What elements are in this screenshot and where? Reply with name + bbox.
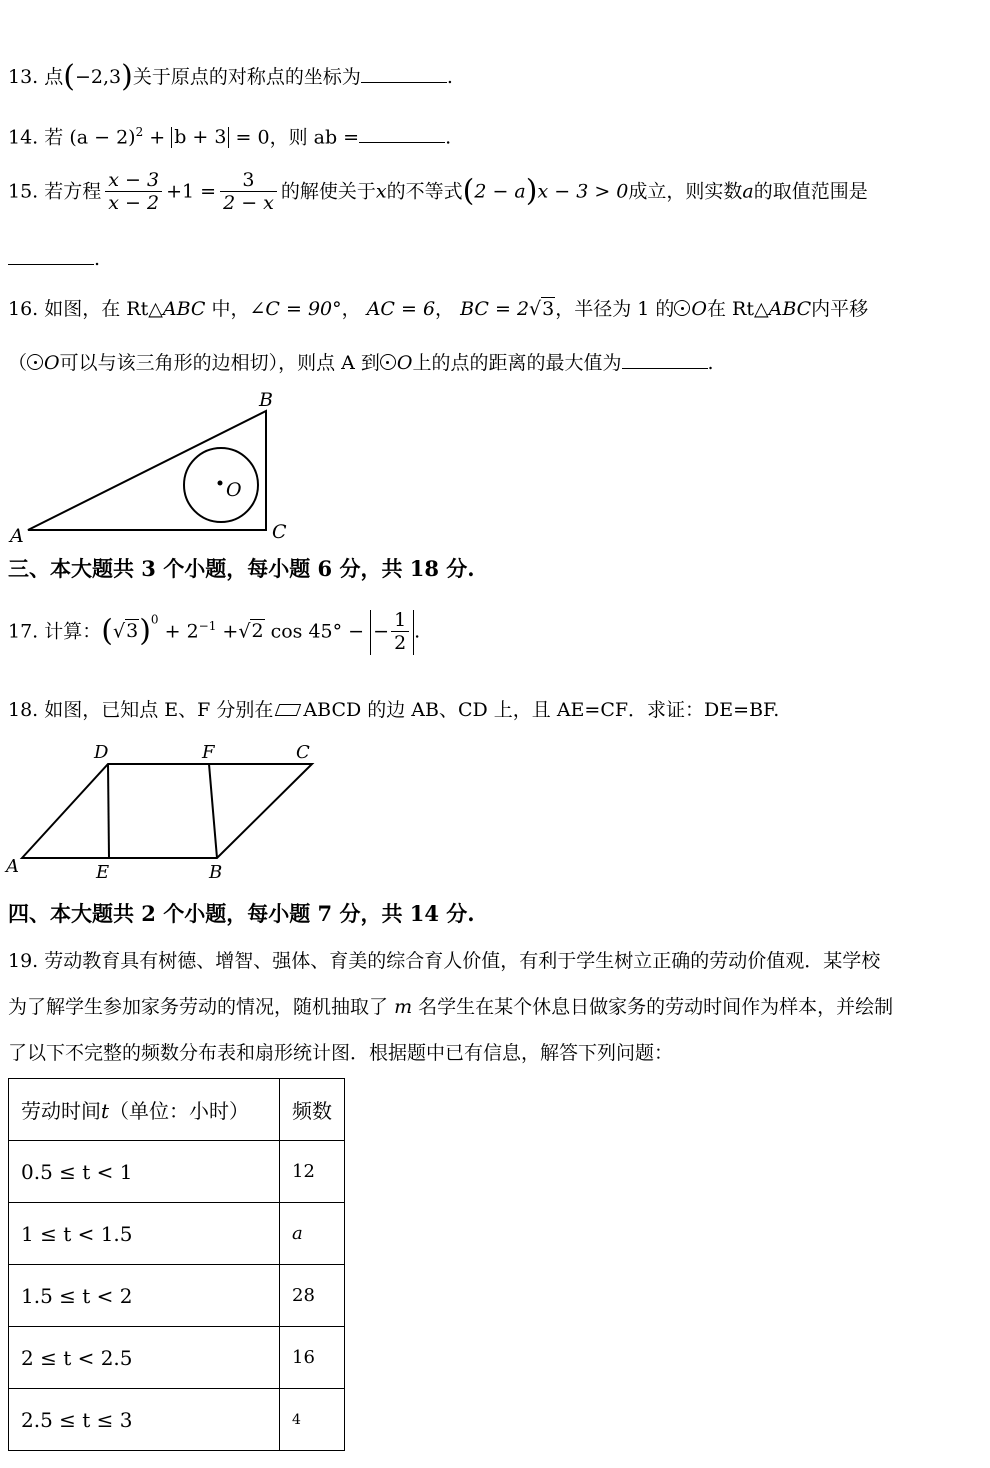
fraction: $\frac{x - 3}{x - 2}$ (105, 170, 162, 215)
section-heading-4: 四、本大题共 2 个小题，每小题 7 分，共 14 分. (8, 901, 475, 926)
parallelogram-icon (275, 704, 301, 716)
frequency-value: a (280, 1203, 345, 1265)
time-range: 0.5 ≤ t < 1 (9, 1141, 280, 1203)
label-c: C (296, 742, 310, 763)
question-17: 17. 计算：$(√3)^0 + 2^{-1} +√2$ cos 45° − − $\frac{1}{2}$ . (8, 609, 421, 654)
absolute-value: b + 3 (171, 127, 229, 148)
answer-blank (361, 80, 447, 83)
question-number: 18. (8, 699, 39, 721)
question-16-line1: 16. 如图，在 Rt△ABC 中，∠C = 90°， AC = 6， BC = 2√3，半径为 1 的 O在 Rt△ABC内平移 (8, 298, 869, 320)
fraction: $\frac{1}{2}$ (391, 610, 409, 655)
label-d: D (94, 742, 109, 763)
absolute-value: − $\frac{1}{2}$ (370, 610, 414, 655)
circle-dot-icon (380, 354, 396, 370)
frequency-table (8, 1078, 345, 1451)
question-number: 16. (8, 298, 39, 320)
segment-bf (209, 764, 217, 858)
triangle-figure (0, 385, 320, 550)
label-f: F (202, 742, 215, 763)
question-number: 15. (8, 180, 39, 203)
header-frequency: 频数 (280, 1079, 345, 1141)
center-point (218, 481, 223, 486)
time-range: 2 ≤ t < 2.5 (9, 1327, 280, 1389)
section-heading-3: 三、本大题共 3 个小题，每小题 6 分，共 18 分. (8, 556, 475, 581)
time-range: 1.5 ≤ t < 2 (9, 1265, 280, 1327)
label-e: E (96, 862, 110, 883)
expression: (a − 2) (69, 126, 136, 149)
question-15-blank: . (8, 250, 100, 269)
time-range: 2.5 ≤ t ≤ 3 (9, 1389, 280, 1451)
question-18: 18. 如图，已知点 E、F 分别在 ABCD 的边 AB、CD 上，且 AE=CF．求证：DE=BF. (8, 699, 780, 721)
label-o: O (226, 479, 242, 501)
triangle-abc (28, 411, 266, 530)
answer-blank (622, 366, 708, 369)
table-row (9, 1389, 345, 1451)
answer-blank (8, 262, 94, 265)
frequency-value: 12 (280, 1141, 345, 1203)
label-c: C (272, 521, 287, 543)
parallelogram-figure (0, 738, 320, 883)
label-a: A (10, 525, 24, 547)
time-range: 1 ≤ t < 1.5 (9, 1203, 280, 1265)
frequency-value: 4 (280, 1389, 345, 1451)
coordinate: −2,3 (75, 66, 122, 88)
question-14: 14. 若 $(a - 2)^2 + b + 3 = 0$，则 ab = . (8, 125, 452, 149)
circle-dot-icon (27, 354, 43, 370)
question-13: 13. 点(−2,3)关于原点的对称点的坐标为 . (8, 59, 453, 94)
question-number: 17. (8, 620, 39, 643)
question-number: 19. (8, 950, 39, 972)
question-15: 15. 若方程 $\frac{x - 3}{x - 2}$ +1 = $\frac{3}{2 - x}$ 的解使关于x的不等式(2 − a)x − 3 > 0成立，则实数a的取值范围是 (8, 169, 868, 214)
table-header-row (9, 1079, 345, 1141)
question-number: 13. (8, 66, 39, 88)
question-19-line2: 为了解学生参加家务劳动的情况，随机抽取了 m 名学生在某个休息日做家务的劳动时间作为样本，并绘制 (8, 996, 894, 1018)
text: 关于原点的对称点的坐标为 (132, 66, 361, 88)
text: 点 (44, 66, 64, 88)
fraction: $\frac{3}{2 - x}$ (220, 170, 277, 215)
table-row (9, 1327, 345, 1389)
question-number: 14. (8, 126, 39, 149)
question-16-line2: （ O可以与该三角形的边相切），则点 A 到 O上的点的距离的最大值为 . (8, 352, 714, 374)
circle-dot-icon (674, 300, 690, 316)
label-b: B (259, 389, 273, 411)
table-row (9, 1265, 345, 1327)
segment-de (108, 764, 109, 858)
parallelogram-abcd (22, 764, 312, 858)
frequency-value: 16 (280, 1327, 345, 1389)
frequency-value: 28 (280, 1265, 345, 1327)
table-row (9, 1141, 345, 1203)
question-19-line1: 19. 劳动教育具有树德、增智、强体、育美的综合育人价值，有利于学生树立正确的劳动价值观．某学校 (8, 950, 881, 972)
label-a: A (6, 856, 19, 877)
header-time: 劳动时间t（单位：小时） (9, 1079, 280, 1141)
label-b: B (209, 862, 223, 883)
answer-blank (359, 140, 445, 143)
question-19-line3: 了以下不完整的频数分布表和扇形统计图．根据题中已有信息，解答下列问题： (8, 1042, 674, 1064)
table-row (9, 1203, 345, 1265)
